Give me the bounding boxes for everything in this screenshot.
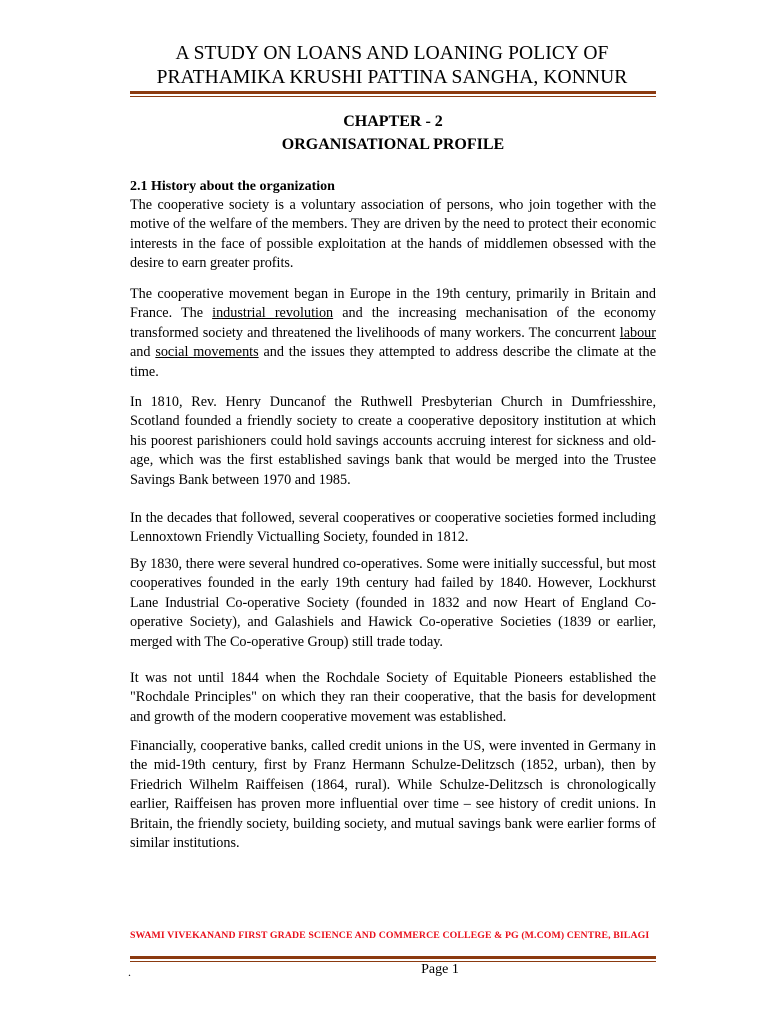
- footer-dot: .: [128, 965, 131, 979]
- page-number: Page 1: [421, 962, 459, 977]
- section-heading: 2.1 History about the organization: [130, 179, 335, 194]
- paragraph-2-text-a: The cooperative movement began in Europe in the 19th century, primarily in Britain and France. The: [130, 286, 656, 322]
- header-rule-thin: [130, 96, 656, 97]
- footer-college-name: SWAMI VIVEKANAND FIRST GRADE SCIENCE AND COMMERCE COLLEGE & PG (M.COM) CENTRE, BILAGI: [130, 930, 650, 941]
- paragraph-6: It was not until 1844 when the Rochdale Society of Equitable Pioneers established the "Rochdale Principles" on which they ran their cooperative, that the basis for development and growth of the modern cooperative movement was established.: [130, 670, 656, 725]
- link-industrial-revolution[interactable]: industrial revolution: [212, 305, 334, 322]
- footer-rule-thin: [130, 961, 656, 962]
- link-social-movements[interactable]: social movements: [155, 344, 259, 361]
- paragraph-7: Financially, cooperative banks, called credit unions in the US, were invented in Germany in the mid-19th century, first by Franz Hermann Schulze-Delitzsch (1852, urban), then by Friedrich Wilhelm Raiffeisen (1864, rural). While Schulze-Delitzsch is chronologically earlier, Raiffeisen has proven more influential over time – see history of credit unions. In Britain, the friendly society, building society, and mutual savings bank were earlier forms of similar institutions.: [130, 738, 656, 852]
- chapter-title: ORGANISATIONAL PROFILE: [281, 136, 505, 153]
- link-labour[interactable]: labour: [619, 324, 656, 341]
- page-header: [108, 42, 676, 90]
- footer-rule-thick: [130, 956, 656, 959]
- header-title-line-2: PRATHAMIKA KRUSHI PATTINA SANGHA, KONNUR: [156, 67, 628, 88]
- paragraph-3: In 1810, Rev. Henry Duncanof the Ruthwell Presbyterian Church in Dumfriesshire, Scotland founded a friendly society to create a cooperative depository institution at which his poorest parishioners could hold savings accounts accruing interest for sickness and old-age, which was the first established savings bank that would be merged into the Trustee Savings Bank between 1970 and 1985.: [130, 394, 656, 488]
- paragraph-1: The cooperative society is a voluntary association of persons, who join together with the motive of the welfare of the members. They are driven by the need to protect their economic interests in the face of possible exploitation at the hands of middlemen obsessed with the desire to earn greater profits.: [130, 197, 656, 272]
- paragraph-5: By 1830, there were several hundred co-operatives. Some were initially successful, but most cooperatives founded in the early 19th century had failed by 1840. However, Lockhurst Lane Industrial Co-operative Society (founded in 1832 and now Heart of England Co-operative Society), and Galashiels and Hawick Co-operative Societies (1839 or earlier, merged with The Co-operative Group) still trade today.: [130, 556, 656, 650]
- chapter-number: CHAPTER - 2: [343, 113, 443, 130]
- paragraph-2: [130, 285, 656, 382]
- paragraph-2-text-b: and the increasing mechanisation of the economy transformed society and threatened the livelihoods of many workers. The concurrent: [130, 305, 656, 341]
- paragraph-2-text-c: and: [130, 344, 156, 361]
- header-rule-thick: [130, 91, 656, 94]
- paragraph-4: In the decades that followed, several cooperatives or cooperative societies formed including Lennoxtown Friendly Victualling Society, founded in 1812.: [130, 510, 656, 546]
- header-title-line-1: A STUDY ON LOANS AND LOANING POLICY OF: [175, 43, 609, 64]
- paragraph-2-text-d: and the issues they attempted to address describe the climate at the time.: [130, 344, 656, 380]
